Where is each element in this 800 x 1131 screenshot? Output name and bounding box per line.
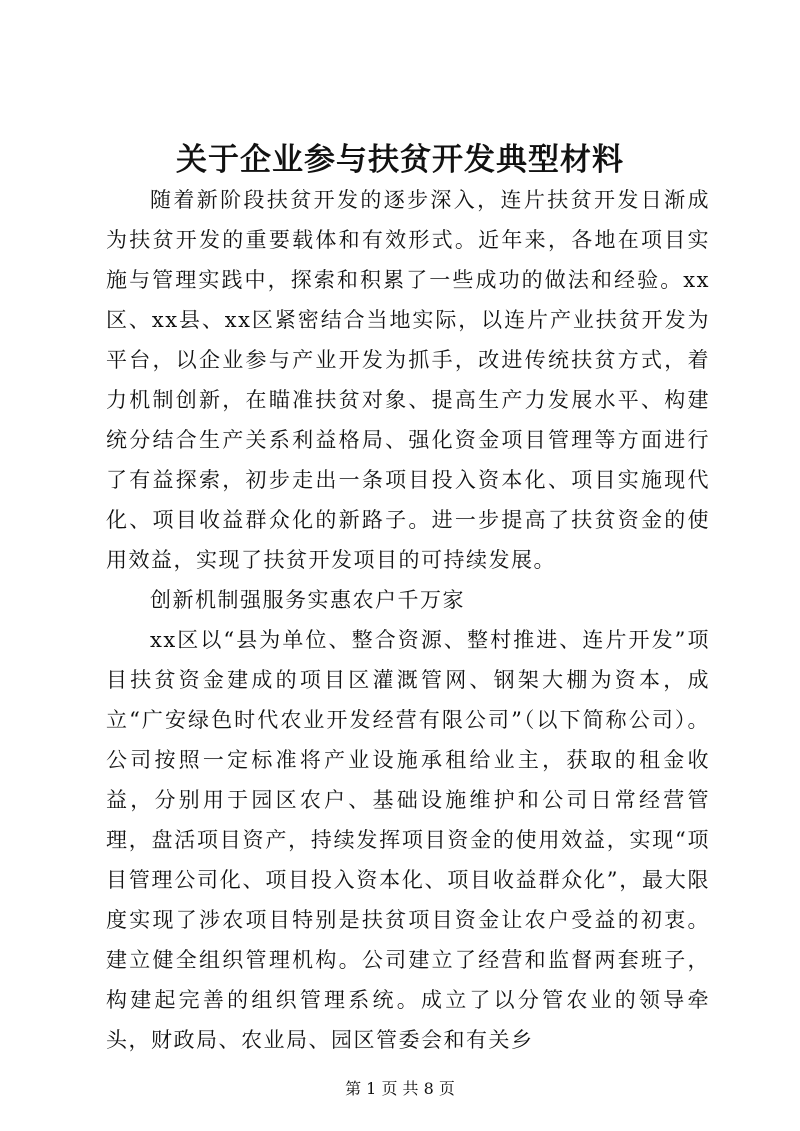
page-number-footer: 第 1 页 共 8 页 — [345, 1079, 455, 1098]
body-paragraph: xx区以“县为单位、整合资源、整村推进、连片开发”项目扶贫资金建成的项目区灌溉管网、钢架大棚为资本，成立“广安绿色时代农业开发经营有限公司”（以下简称公司）。公司按照一定标准将产业设施承租给业主，获取的租金收益，分别用于园区农户、基础设施维护和公司日常经营管理，盘活项目资产，持续发挥项目资金的使用效益，实现“项目管理公司化、项目投入资本化、项目收益群众化”，最大限度实现了涉农项目特别是扶贫项目资金让农户受益的初衷。建立健全组织管理机构。公司建立了经营和监督两套班子，构建起完善的组织管理系统。成立了以分管农业的领导牵头，财政局、农业局、园区管委会和有关乡 — [106, 628, 710, 1052]
document-title: 关于企业参与扶贫开发典型材料 — [176, 142, 624, 178]
body-paragraph: 随着新阶段扶贫开发的逐步深入，连片扶贫开发日渐成为扶贫开发的重要载体和有效形式。近年来，各地在项目实施与管理实践中，探索和积累了一些成功的做法和经验。xx区、xx县、xx区紧密结合当地实际，以连片产业扶贫开发为平台，以企业参与产业开发为抓手，改进传统扶贫方式，着力机制创新，在瞄准扶贫对象、提高生产力发展水平、构建统分结合生产关系利益格局、强化资金项目管理等方面进行了有益探索，初步走出一条项目投入资本化、项目实施现代化、项目收益群众化的新路子。进一步提高了扶贫资金的使用效益，实现了扶贫开发项目的可持续发展。 — [106, 188, 710, 572]
section-heading: 创新机制强服务实惠农户千万家 — [150, 588, 465, 612]
document-body — [106, 180, 710, 1060]
